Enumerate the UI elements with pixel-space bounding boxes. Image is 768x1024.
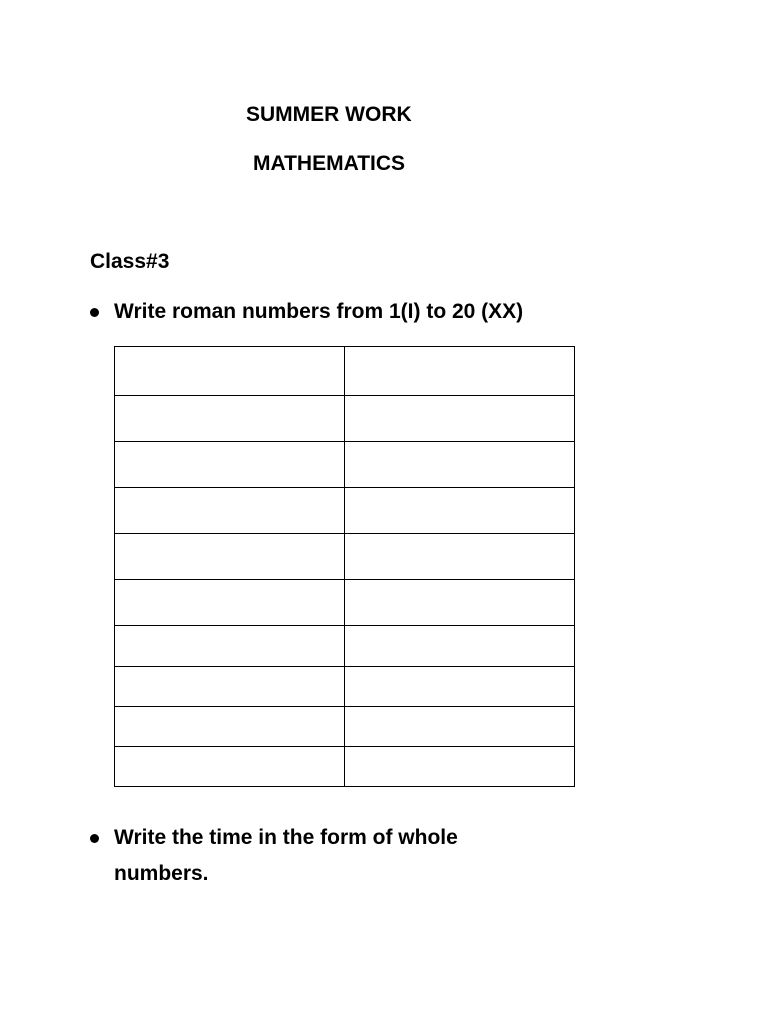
answer-cell[interactable] <box>115 534 345 580</box>
answer-cell[interactable] <box>345 347 575 396</box>
table-row <box>115 534 575 580</box>
answer-cell[interactable] <box>345 396 575 442</box>
answer-cell[interactable] <box>115 707 345 747</box>
answer-cell[interactable] <box>115 580 345 626</box>
answer-cell[interactable] <box>115 667 345 707</box>
class-label: Class#3 <box>90 250 170 273</box>
table-row <box>115 707 575 747</box>
table-row <box>115 747 575 787</box>
answer-cell[interactable] <box>345 747 575 787</box>
answer-cell[interactable] <box>345 534 575 580</box>
answer-cell[interactable] <box>115 347 345 396</box>
page-title: SUMMER WORK <box>246 103 412 126</box>
table-row <box>115 580 575 626</box>
table-row <box>115 396 575 442</box>
answer-cell[interactable] <box>115 442 345 488</box>
answer-cell[interactable] <box>115 488 345 534</box>
answer-cell[interactable] <box>345 667 575 707</box>
answer-cell[interactable] <box>345 580 575 626</box>
table-row <box>115 667 575 707</box>
instruction-time-whole-numbers <box>90 820 530 892</box>
table-row <box>115 488 575 534</box>
instruction-text: Write roman numbers from 1(I) to 20 (XX) <box>114 300 524 323</box>
instruction-text: Write the time in the form of whole numbers. <box>114 826 458 885</box>
table-row <box>115 626 575 667</box>
answer-cell[interactable] <box>345 442 575 488</box>
answer-cell[interactable] <box>345 626 575 667</box>
bullet-icon <box>90 834 99 843</box>
instruction-roman-numerals <box>90 294 650 330</box>
bullet-icon <box>90 308 99 317</box>
answer-cell[interactable] <box>345 707 575 747</box>
table-row <box>115 442 575 488</box>
answer-cell[interactable] <box>115 747 345 787</box>
subject-heading: MATHEMATICS <box>253 152 406 175</box>
table-row <box>115 347 575 396</box>
answer-cell[interactable] <box>115 396 345 442</box>
answer-cell[interactable] <box>115 626 345 667</box>
answer-cell[interactable] <box>345 488 575 534</box>
roman-numerals-table <box>114 346 575 787</box>
